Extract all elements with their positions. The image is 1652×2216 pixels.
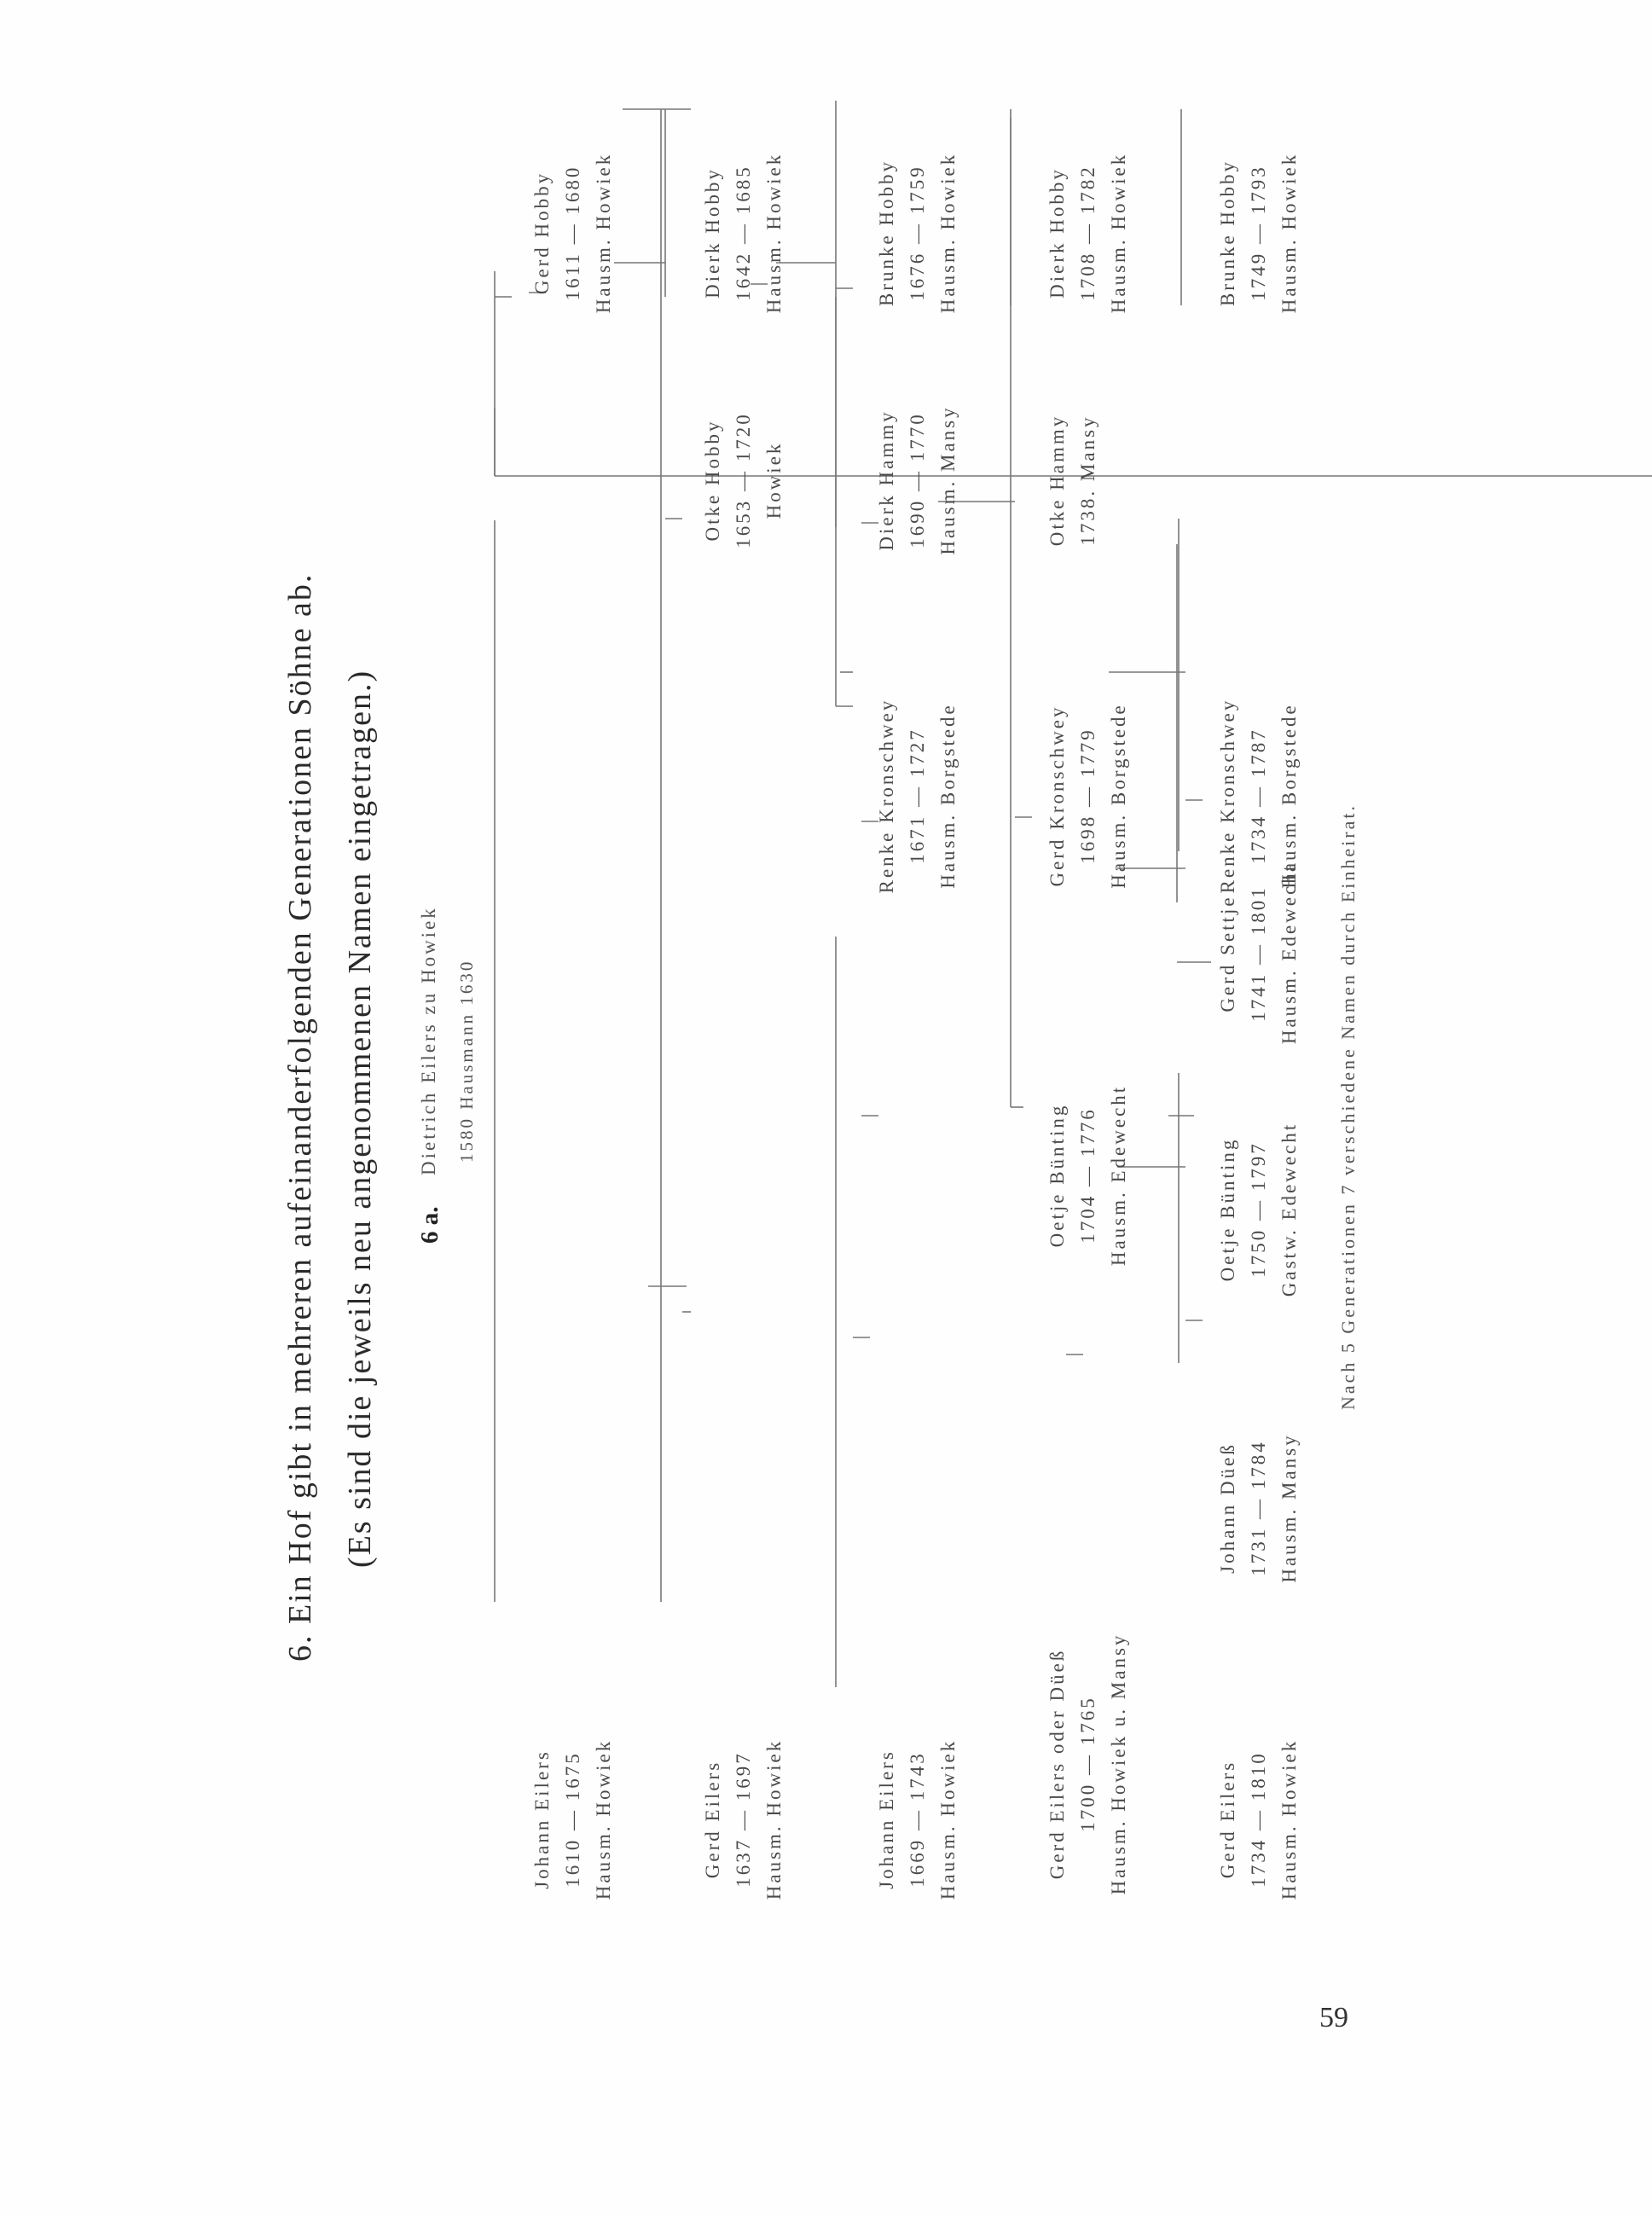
person-node [872,1683,964,1956]
person-years: 1642 — 1685 [733,165,754,301]
person-node [872,655,964,937]
person-years: 1698 — 1779 [1077,728,1098,864]
person-place: Hausm. Howiek [1278,152,1300,314]
person-node [1213,1082,1305,1337]
person-node [698,365,790,595]
person-place: Hausm. Howiek [593,1738,614,1900]
person-place: Hausm. Edewecht [1108,1084,1129,1267]
person-name: Renke Kronschwey [876,698,897,894]
person-name: Gerd Eilers [702,1760,723,1879]
person-name: Brunke Hobby [876,159,897,307]
person-years: 1611 — 1680 [562,165,583,301]
person-years: 1700 — 1765 [1077,1696,1098,1832]
person-name: Gerd Hobby [531,171,553,295]
person-years: 1741 — 1801 [1248,885,1269,1022]
person-years: 1637 — 1697 [733,1751,754,1888]
person-years: 1671 — 1727 [907,728,928,864]
person-name: Oetje Bünting [1217,1137,1238,1282]
person-place: Hausm. Howiek [937,1738,959,1900]
root-person-info: 1580 Hausmann 1630 [456,959,477,1163]
person-node [698,1683,790,1956]
person-years: 1708 — 1782 [1077,165,1098,301]
person-node [1042,655,1134,937]
person-place: Gastw. Edewecht [1278,1122,1300,1297]
person-name: Gerd Settje [1217,895,1238,1012]
person-name: Otke Hobby [702,419,723,542]
person-name: Johann Eilers [531,1749,553,1889]
person-name: Dierk Hammy [876,409,897,551]
person-years: 1690 — 1770 [907,412,928,548]
person-place: Hausm. Borgstede [1108,703,1129,889]
person-name: Gerd Kronschwey [1046,705,1068,887]
person-node [1042,122,1134,344]
person-place: Hausm. Mansy [1278,1433,1300,1583]
person-node [1213,1380,1305,1636]
person-node [527,1679,619,1960]
person-years: 1738. Mansy [1077,415,1098,546]
page-subheading: (Es sind die jeweils neu angenommenen Namen eingetragen.) [342,669,378,1568]
person-node [527,122,619,344]
person-years: 1669 — 1743 [907,1751,928,1888]
person-years: 1704 — 1776 [1077,1107,1098,1244]
person-years: 1734 — 1787 [1248,728,1269,864]
person-place: Hausm. Howiek u. Mansy [1108,1633,1129,1895]
person-name: Brunke Hobby [1217,159,1238,307]
person-name: Otke Hammy [1046,414,1068,547]
person-node [1213,655,1305,937]
person-name: Renke Kronschwey [1217,698,1238,894]
person-place: Hausm. Howiek [937,152,959,314]
person-name: Dierk Hobby [1046,167,1068,299]
person-years: 1653 — 1720 [733,412,754,548]
person-place: Hausm. Borgstede [1278,703,1300,889]
root-person-name: Dietrich Eilers zu Howiek [418,906,439,1175]
person-node [1213,122,1305,344]
person-place: Howiek [763,441,785,519]
page-number: 59 [1319,2002,1348,2033]
person-years: 1731 — 1784 [1248,1440,1269,1576]
person-name: Johann Eilers [876,1749,897,1889]
person-years: 1676 — 1759 [907,165,928,301]
chart-label: 6 a. [416,1206,443,1244]
person-place: Hausm. Howiek [593,152,614,314]
person-node [872,122,964,344]
person-name: Oetje Bünting [1046,1103,1068,1248]
person-place: Hausm. Howiek [1108,152,1129,314]
person-place: Hausm. Borgstede [937,703,959,889]
page-heading: 6. Ein Hof gibt in mehreren aufeinanderfolgenden Generationen Söhne ab. [282,572,318,1662]
person-node [1042,365,1104,595]
person-place: Hausm. Mansy [937,405,959,555]
person-node [872,365,964,595]
person-years: 1734 — 1810 [1248,1751,1269,1888]
person-years: 1749 — 1793 [1248,165,1269,301]
person-place: Hausm. Howiek [763,152,785,314]
person-node [698,122,790,344]
person-name: Dierk Hobby [702,167,723,299]
person-place: Hausm. Howiek [1278,1738,1300,1900]
person-node [1042,1047,1134,1303]
person-name: Gerd Eilers oder Düeß [1046,1648,1068,1880]
person-place: Hausm. Edewecht [1278,862,1300,1045]
person-years: 1610 — 1675 [562,1751,583,1888]
person-name: Johann Düeß [1217,1442,1238,1574]
footnote: Nach 5 Generationen 7 verschiedene Namen durch Einheirat. [1337,803,1359,1410]
person-place: Hausm. Howiek [763,1738,785,1900]
person-node [1042,1568,1134,1960]
person-node [1213,1683,1305,1956]
person-name: Gerd Eilers [1217,1760,1238,1879]
person-years: 1750 — 1797 [1248,1141,1269,1278]
